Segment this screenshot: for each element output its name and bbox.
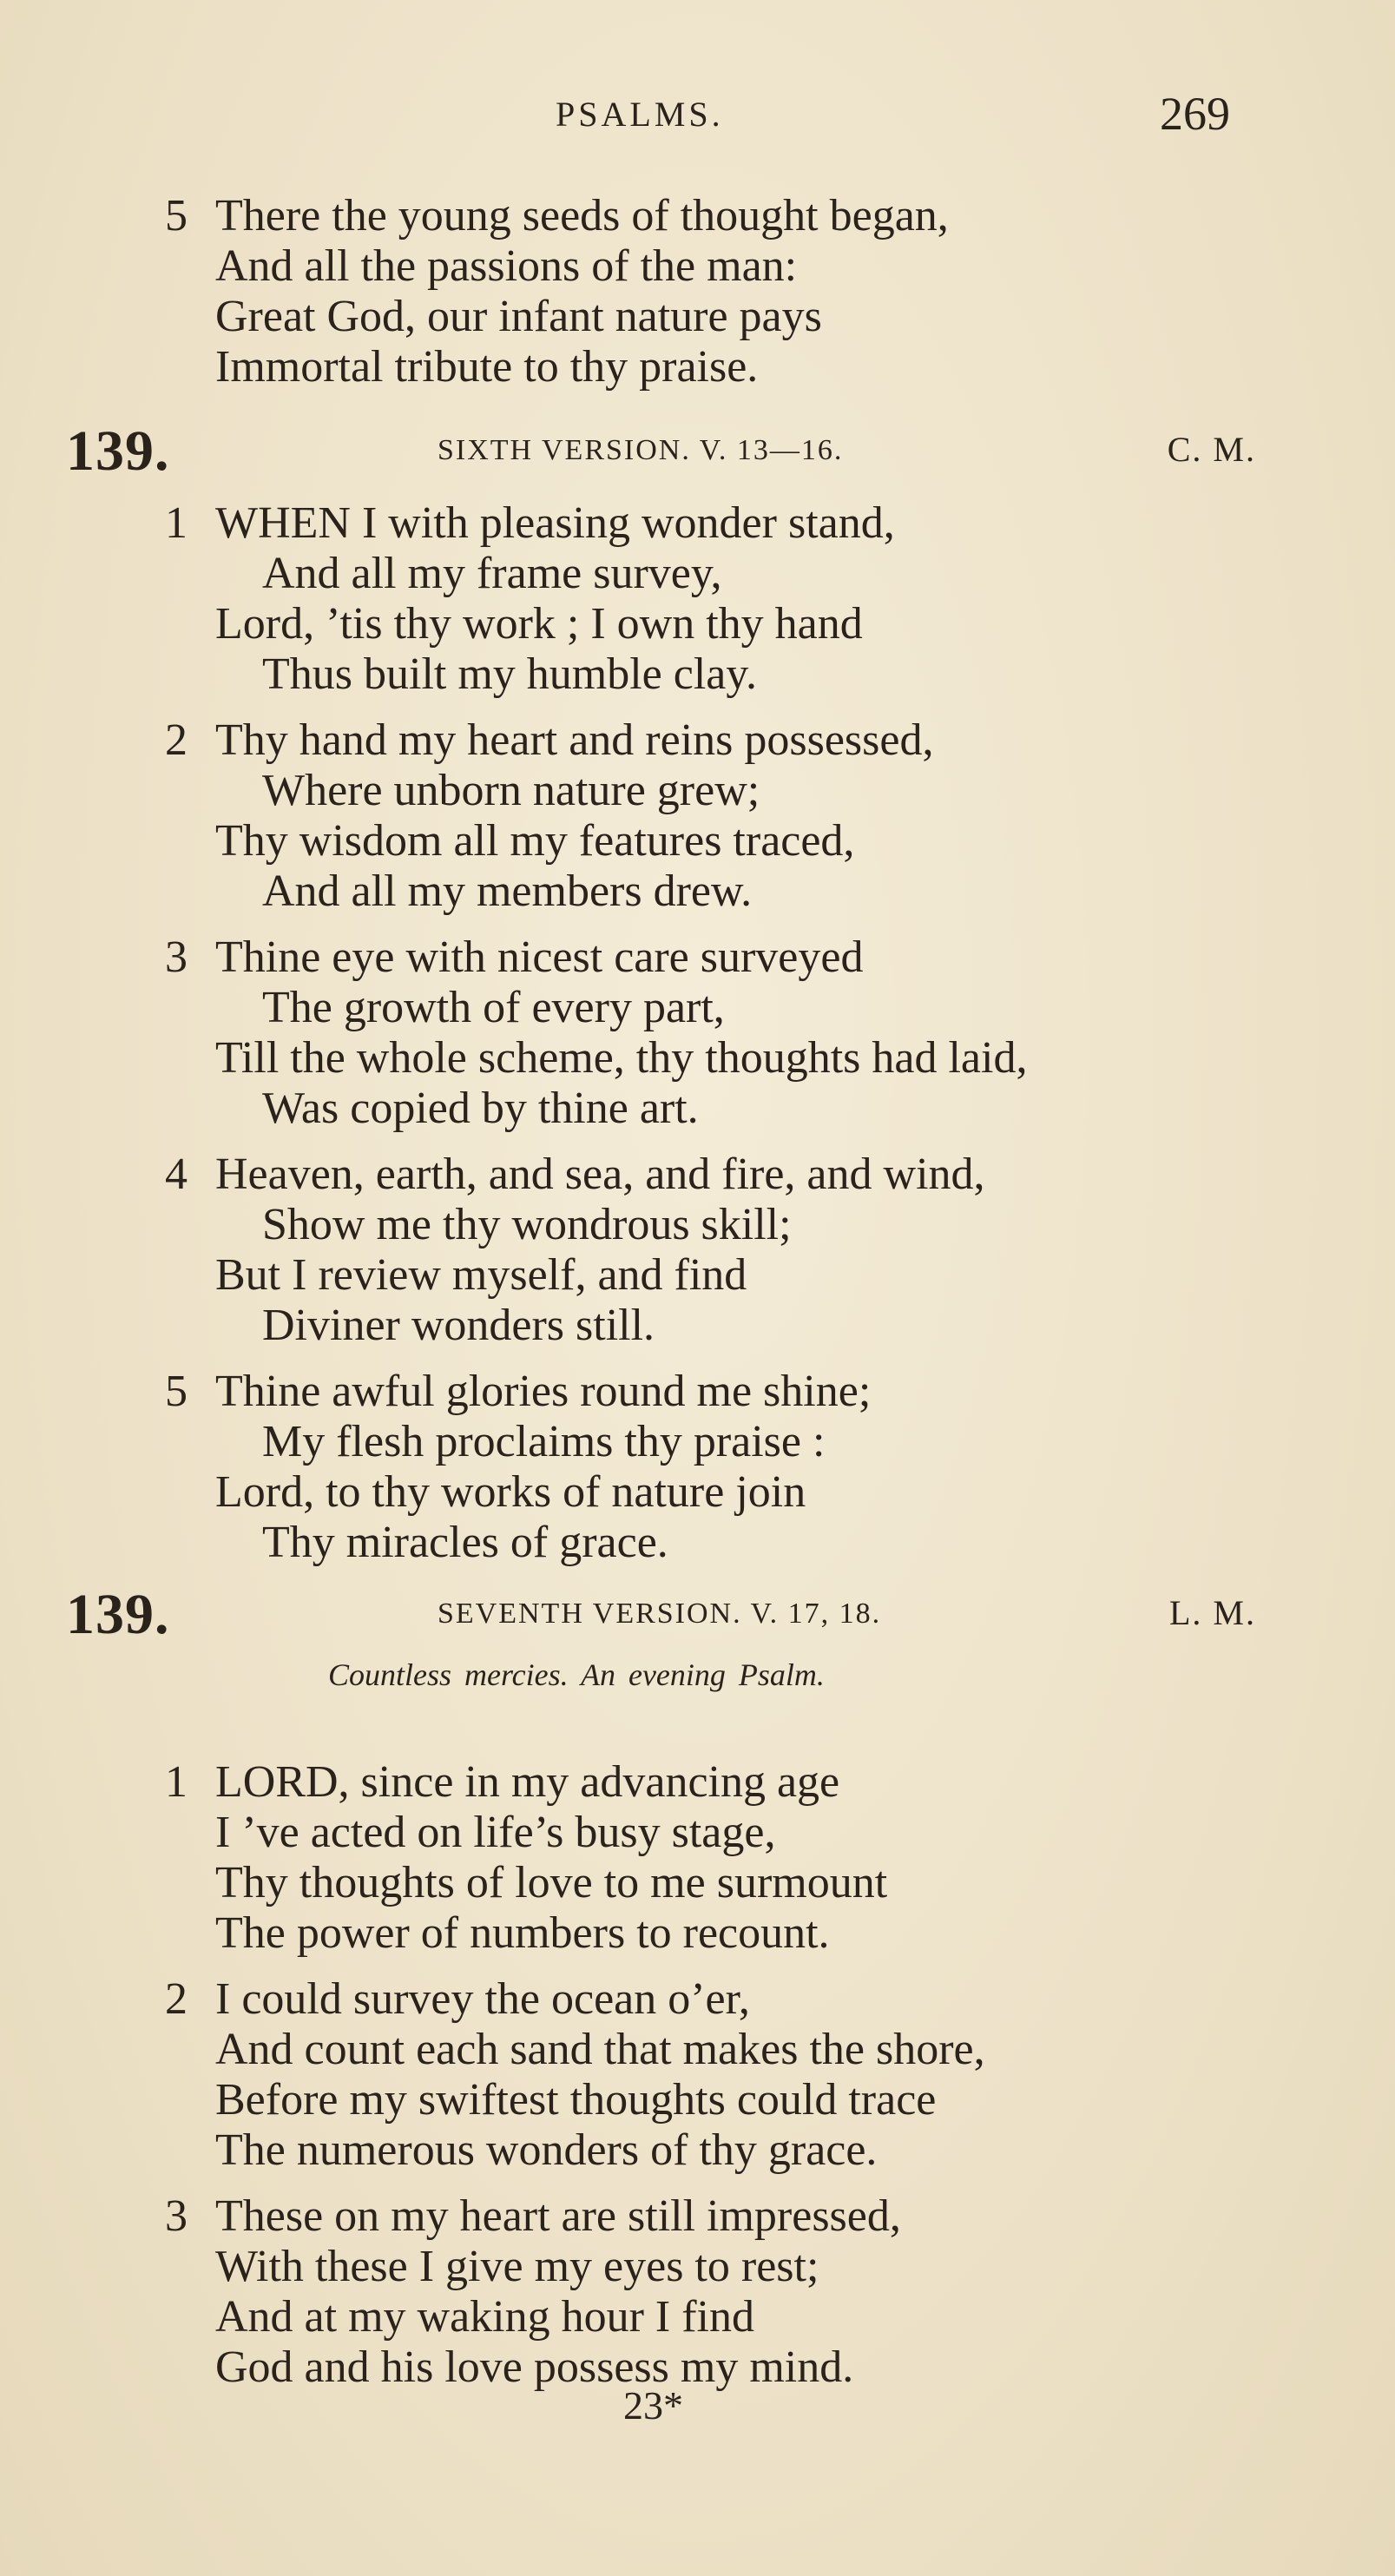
- verse-number: 5: [165, 191, 188, 240]
- verse-line: Diviner wonders still.: [262, 1301, 655, 1350]
- verse-line: The growth of every part,: [262, 983, 725, 1032]
- verse-line: And count each sand that makes the shore,: [215, 2025, 985, 2074]
- verse-line: God and his love possess my mind.: [215, 2342, 854, 2392]
- verse-line: The power of numbers to recount.: [215, 1908, 830, 1958]
- verse-number: 1: [165, 1757, 188, 1807]
- verse-line: Thine awful glories round me shine;: [215, 1367, 872, 1416]
- verse-line: The numerous wonders of thy grace.: [215, 2125, 878, 2175]
- verse-line: LORD, since in my advancing age: [215, 1757, 840, 1807]
- verse-line: WHEN I with pleasing wonder stand,: [215, 498, 895, 548]
- verse-line: But I review myself, and find: [215, 1250, 747, 1300]
- verse-number: 3: [165, 2191, 188, 2241]
- verse-line: And all the passions of the man:: [215, 241, 798, 291]
- psalm-heading-seventh-version: [0, 1582, 1395, 1646]
- meter-label: L. M.: [1169, 1593, 1256, 1632]
- verse-line: Was copied by thine art.: [262, 1084, 699, 1133]
- verse-line: Thus built my humble clay.: [262, 649, 757, 699]
- verse-line: Immortal tribute to thy praise.: [215, 342, 759, 392]
- verse-line: My flesh proclaims thy praise :: [262, 1417, 826, 1466]
- verse-number: 1: [165, 498, 188, 548]
- psalm-subtitle: Countless mercies. An evening Psalm.: [328, 1657, 825, 1692]
- verse-line: And at my waking hour I find: [215, 2292, 755, 2342]
- verse-line: Thine eye with nicest care surveyed: [215, 932, 864, 982]
- verse-line: Heaven, earth, and sea, and fire, and wind,: [215, 1150, 985, 1199]
- verse-number: 3: [165, 932, 188, 982]
- verse-line: I could survey the ocean o’er,: [215, 1974, 750, 2024]
- verse-line: Thy miracles of grace.: [262, 1518, 668, 1567]
- verse-line: Lord, ’tis thy work ; I own thy hand: [215, 599, 863, 649]
- meter-label: C. M.: [1167, 430, 1256, 469]
- verse-line: I ’ve acted on life’s busy stage,: [215, 1808, 776, 1857]
- signature-mark: 23*: [623, 2383, 683, 2428]
- verse-line: Thy thoughts of love to me surmount: [215, 1858, 888, 1907]
- verse-line: And all my members drew.: [262, 866, 753, 916]
- psalm-number: 139.: [66, 419, 170, 483]
- psalm-number: 139.: [66, 1583, 170, 1646]
- verse-line: And all my frame survey,: [262, 549, 722, 598]
- verse-line: There the young seeds of thought began,: [215, 191, 949, 240]
- psalm-heading-sixth-version: [0, 418, 1395, 483]
- verse-number: 4: [165, 1150, 188, 1199]
- verse-line: Where unborn nature grew;: [262, 766, 760, 815]
- running-title: PSALMS.: [556, 95, 724, 134]
- verse-number: 2: [165, 1974, 188, 2024]
- version-label: SEVENTH VERSION. V. 17, 18.: [438, 1598, 882, 1630]
- verse-number: 2: [165, 715, 188, 765]
- verse-line: Great God, our infant nature pays: [215, 292, 822, 341]
- verse-line: Thy hand my heart and reins possessed,: [215, 715, 934, 765]
- verse-line: With these I give my eyes to rest;: [215, 2242, 819, 2291]
- verse-line: Show me thy wondrous skill;: [262, 1200, 792, 1249]
- verse-line: Thy wisdom all my features traced,: [215, 816, 855, 866]
- verse-line: Lord, to thy works of nature join: [215, 1467, 806, 1517]
- page-number: 269: [1160, 88, 1230, 140]
- version-label: SIXTH VERSION. V. 13—16.: [438, 434, 844, 466]
- verse-line: Till the whole scheme, thy thoughts had laid,: [215, 1033, 1028, 1083]
- verse-number: 5: [165, 1367, 188, 1416]
- verse-line: These on my heart are still impressed,: [215, 2191, 901, 2241]
- verse-line: Before my swiftest thoughts could trace: [215, 2075, 937, 2125]
